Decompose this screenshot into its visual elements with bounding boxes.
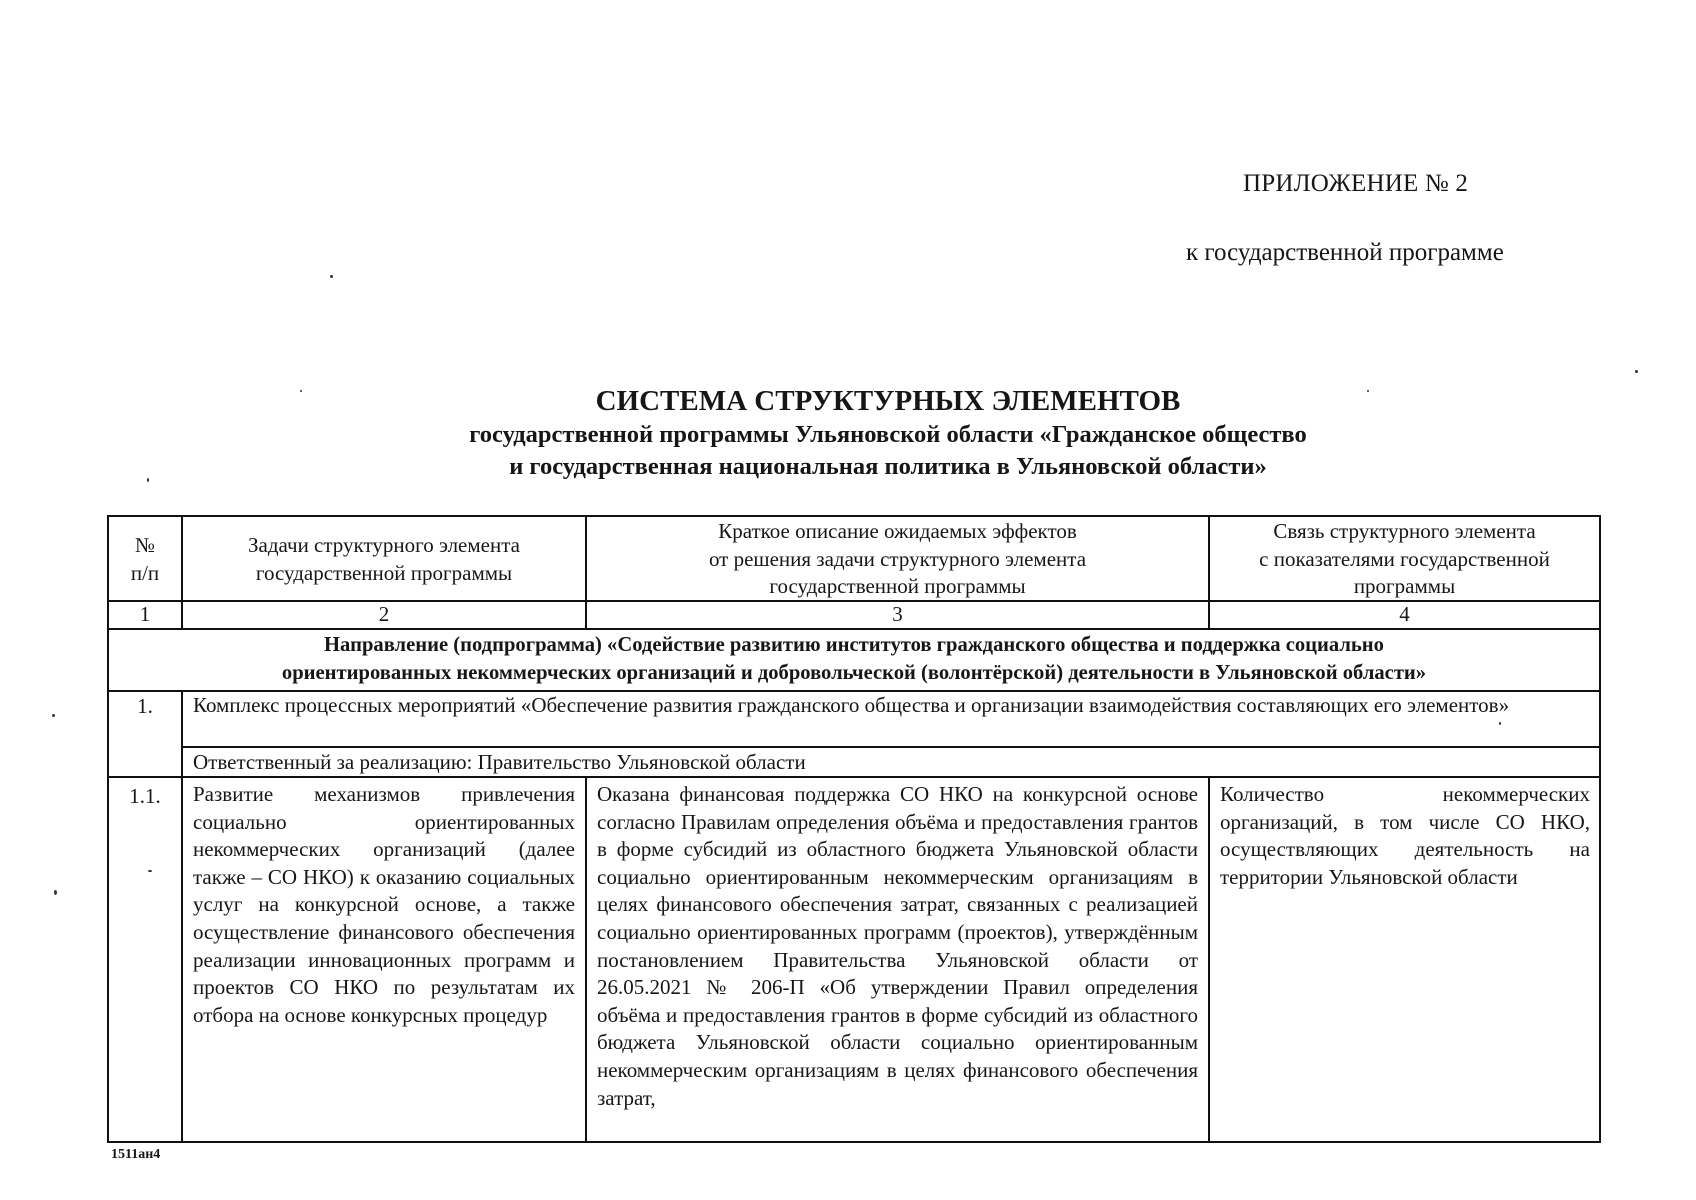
scan-speck: [300, 390, 302, 392]
grid-line-top: [107, 515, 1601, 517]
header-col-indicators-line-2: с показателями государственной: [1259, 546, 1550, 571]
section-heading-line-1: Направление (подпрограмма) «Содействие развитию институтов гражданского общества и поддержка социально: [324, 634, 1384, 656]
document-subtitle-line-2: и государственная национальная политика в Ульяновской области»: [509, 453, 1267, 480]
header-col-tasks: [183, 532, 585, 587]
column-number-1: 1: [139, 602, 151, 626]
grid-line-col1-body: [181, 690, 183, 1143]
header-col-number: [109, 532, 181, 587]
scan-speck: [54, 890, 57, 895]
row-indicator: Количество некоммерческих организаций, в том числе СО НКО, осуществляющих деятельность на территории Ульяновской области: [1220, 782, 1590, 889]
grid-line-bottom: [107, 1141, 1601, 1143]
document-title: СИСТЕМА СТРУКТУРНЫХ ЭЛЕМЕНТОВ: [595, 385, 1181, 417]
complex-title: Комплекс процессных мероприятий «Обеспечение развития гражданского общества и организации взаимодействия составляющих его элементов»: [193, 693, 1510, 717]
column-number-3: 3: [892, 602, 903, 626]
header-col-effects-line-3: государственной программы: [769, 574, 1026, 599]
scan-speck: [148, 870, 152, 872]
header-col-tasks-line-2: государственной программы: [255, 560, 513, 585]
grid-line-right: [1599, 515, 1601, 1143]
header-col-number-line-1: №: [134, 533, 156, 557]
scan-speck: [147, 478, 149, 482]
complex-responsible: Ответственный за реализацию: Правительство Ульяновской области: [193, 750, 806, 774]
grid-line-complex-bottom: [181, 746, 1601, 748]
header-col-indicators: [1210, 518, 1599, 601]
document-code: 1511ан4: [111, 1147, 161, 1162]
scan-speck: [1635, 370, 1638, 373]
header-col-tasks-line-1: Задачи структурного элемента: [248, 533, 520, 557]
scan-speck: [1499, 722, 1501, 725]
row-effect: Оказана финансовая поддержка СО НКО на конкурсной основе согласно Правилам определения объёма и предоставления грантов в форме субсидий из областного бюджета Ульяновской области социально ориентированным некоммерческим организациям в целях финансового обеспечения затрат, связанных с реализацией социально ориентированных программ (проектов), утверждённым постановлением Правительства Ульяновской области от 26.05.2021 № 206-П «Об утверждении Правил определения объёма и предоставления грантов в форме субсидий из областного бюджета Ульяновской области социально ориентированным некоммерческим организациям в целях финансового обеспечения затрат,: [597, 782, 1198, 1110]
annex-reference: к государственной программе: [1186, 239, 1504, 266]
section-heading-line-2: ориентированных некоммерческих организаций и добровольческой (волонтёрской) деятельности в Ульяновской области»: [281, 661, 1427, 684]
header-col-effects-line-1: Краткое описание ожидаемых эффектов: [718, 519, 1077, 543]
annex-number: ПРИЛОЖЕНИЕ № 2: [1243, 170, 1469, 197]
header-col-number-line-2: п/п: [130, 560, 160, 585]
row-task: Развитие механизмов привлечения социально ориентированных некоммерческих организаций (далее также – СО НКО) к оказанию социальных услуг на конкурсной основе, а также осуществление финансового обеспечения реализации инновационных программ и проектов СО НКО по результатам их отбора на основе конкурсных процедур: [193, 782, 575, 1027]
scan-speck: [52, 714, 55, 717]
column-number-2: 2: [378, 602, 390, 626]
grid-line-col2-body: [585, 776, 587, 1143]
complex-number: 1.: [137, 694, 153, 718]
header-col-effects-line-2: от решения задачи структурного элемента: [708, 546, 1087, 571]
header-col-indicators-line-1: Связь структурного элемента: [1273, 519, 1536, 543]
row-number: 1.1.: [129, 784, 161, 808]
scan-speck: [330, 275, 333, 278]
grid-line-col3-body: [1208, 776, 1210, 1143]
header-col-indicators-line-3: программы: [1353, 574, 1456, 599]
scan-speck: [1367, 390, 1369, 392]
column-number-4: 4: [1399, 602, 1410, 626]
section-heading: [109, 632, 1599, 687]
header-col-effects: [587, 518, 1208, 601]
document-subtitle-line-1: государственной программы Ульяновской области «Гражданское общество: [469, 421, 1307, 448]
